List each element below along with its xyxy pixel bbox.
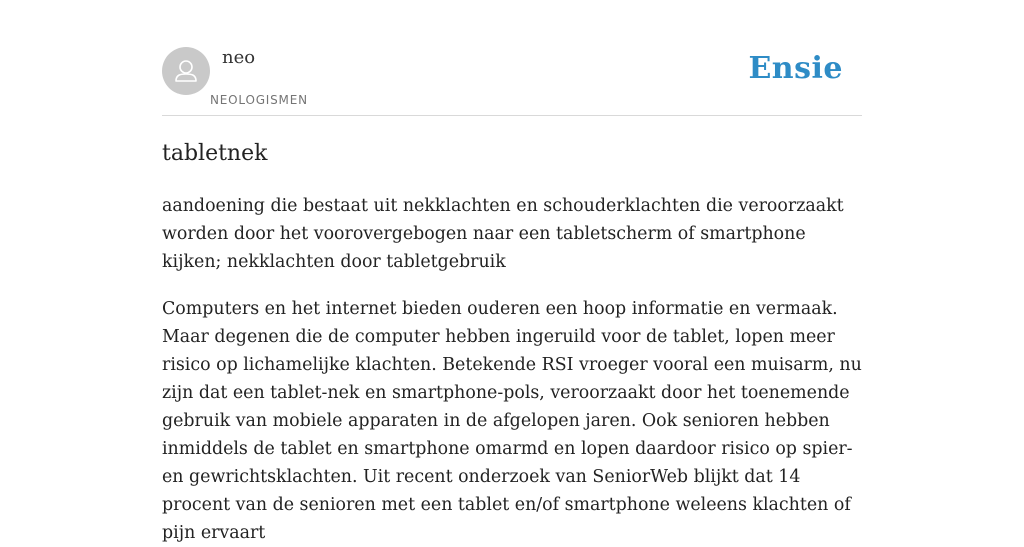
- entry-term: tabletnek: [162, 141, 268, 166]
- ensie-logo[interactable]: Ensie: [748, 51, 843, 86]
- author-name-link[interactable]: neo: [222, 47, 256, 68]
- entry-header: [162, 0, 862, 116]
- entry-card: [162, 0, 862, 543]
- entry-example: Computers en het internet bieden ouderen een hoop informatie en vermaak. Maar degenen die de computer hebben ingeruild voor de tablet, lopen meer risico op lichamelijke klachten. Betekende RSI vroeger vooral een muisarm, nu zijn dat een tablet-nek en smartphone-pols, veroorzaakt door het toenemende gebruik van mobiele apparaten in de afgelopen jaren. Ook senioren hebben inmiddels de tablet en smartphone omarmd en lopen daardoor risico op spier- en gewrichtsklachten. Uit recent onderzoek van SeniorWeb blijkt dat 14 procent van de senioren met een tablet en/of smartphone weleens klachten of pijn ervaart: [162, 299, 862, 543]
- entry-definition: aandoening die bestaat uit nekklachten en schouderklachten die veroorzaakt worden door het voorovergebogen naar een tabletscherm of smartphone kijken; nekklachten door tabletgebruik: [162, 196, 844, 272]
- avatar[interactable]: [162, 47, 210, 95]
- user-icon: [162, 47, 210, 95]
- category-label[interactable]: NEOLOGISMEN: [210, 93, 308, 107]
